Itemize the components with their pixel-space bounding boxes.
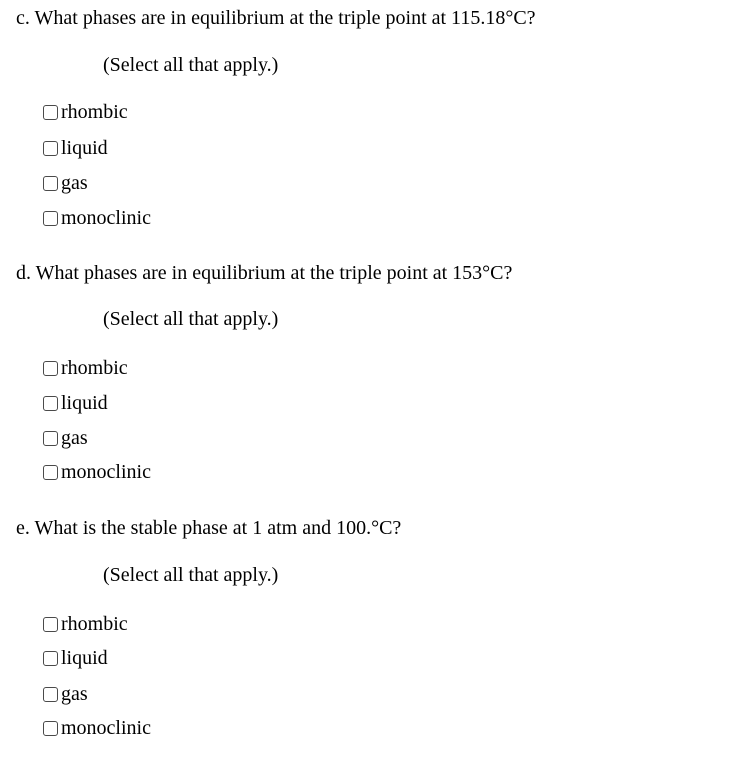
question-c-instruction: (Select all that apply.) — [103, 54, 279, 76]
checkbox[interactable] — [43, 211, 58, 226]
checkbox[interactable] — [43, 176, 58, 191]
option-label: gas — [61, 172, 88, 194]
option-label: rhombic — [61, 613, 128, 635]
option-c-monoclinic[interactable] — [43, 205, 151, 231]
question-c-text: c. What phases are in equilibrium at the triple point at 115.18°C? — [16, 7, 536, 29]
option-label: liquid — [61, 392, 108, 414]
option-label: rhombic — [61, 101, 128, 123]
option-d-rhombic[interactable] — [43, 355, 128, 381]
option-label: monoclinic — [61, 207, 151, 229]
checkbox[interactable] — [43, 396, 58, 411]
checkbox[interactable] — [43, 465, 58, 480]
option-e-rhombic[interactable] — [43, 611, 128, 637]
option-d-monoclinic[interactable] — [43, 459, 151, 485]
checkbox[interactable] — [43, 651, 58, 666]
option-e-gas[interactable] — [43, 681, 88, 707]
option-label: monoclinic — [61, 717, 151, 739]
checkbox[interactable] — [43, 361, 58, 376]
checkbox[interactable] — [43, 721, 58, 736]
option-label: gas — [61, 683, 88, 705]
option-d-liquid[interactable] — [43, 390, 108, 416]
option-d-gas[interactable] — [43, 425, 88, 451]
checkbox[interactable] — [43, 105, 58, 120]
option-c-gas[interactable] — [43, 170, 88, 196]
option-c-rhombic[interactable] — [43, 99, 128, 125]
question-d-instruction: (Select all that apply.) — [103, 308, 279, 330]
option-label: liquid — [61, 137, 108, 159]
option-label: gas — [61, 427, 88, 449]
question-e-instruction: (Select all that apply.) — [103, 564, 279, 586]
question-e-text: e. What is the stable phase at 1 atm and 100.°C? — [16, 517, 402, 539]
checkbox[interactable] — [43, 431, 58, 446]
question-d-text: d. What phases are in equilibrium at the triple point at 153°C? — [16, 262, 513, 284]
option-e-liquid[interactable] — [43, 645, 108, 671]
checkbox[interactable] — [43, 141, 58, 156]
checkbox[interactable] — [43, 687, 58, 702]
option-label: monoclinic — [61, 461, 151, 483]
option-label: rhombic — [61, 357, 128, 379]
option-c-liquid[interactable] — [43, 135, 108, 161]
option-label: liquid — [61, 647, 108, 669]
option-e-monoclinic[interactable] — [43, 715, 151, 741]
checkbox[interactable] — [43, 617, 58, 632]
